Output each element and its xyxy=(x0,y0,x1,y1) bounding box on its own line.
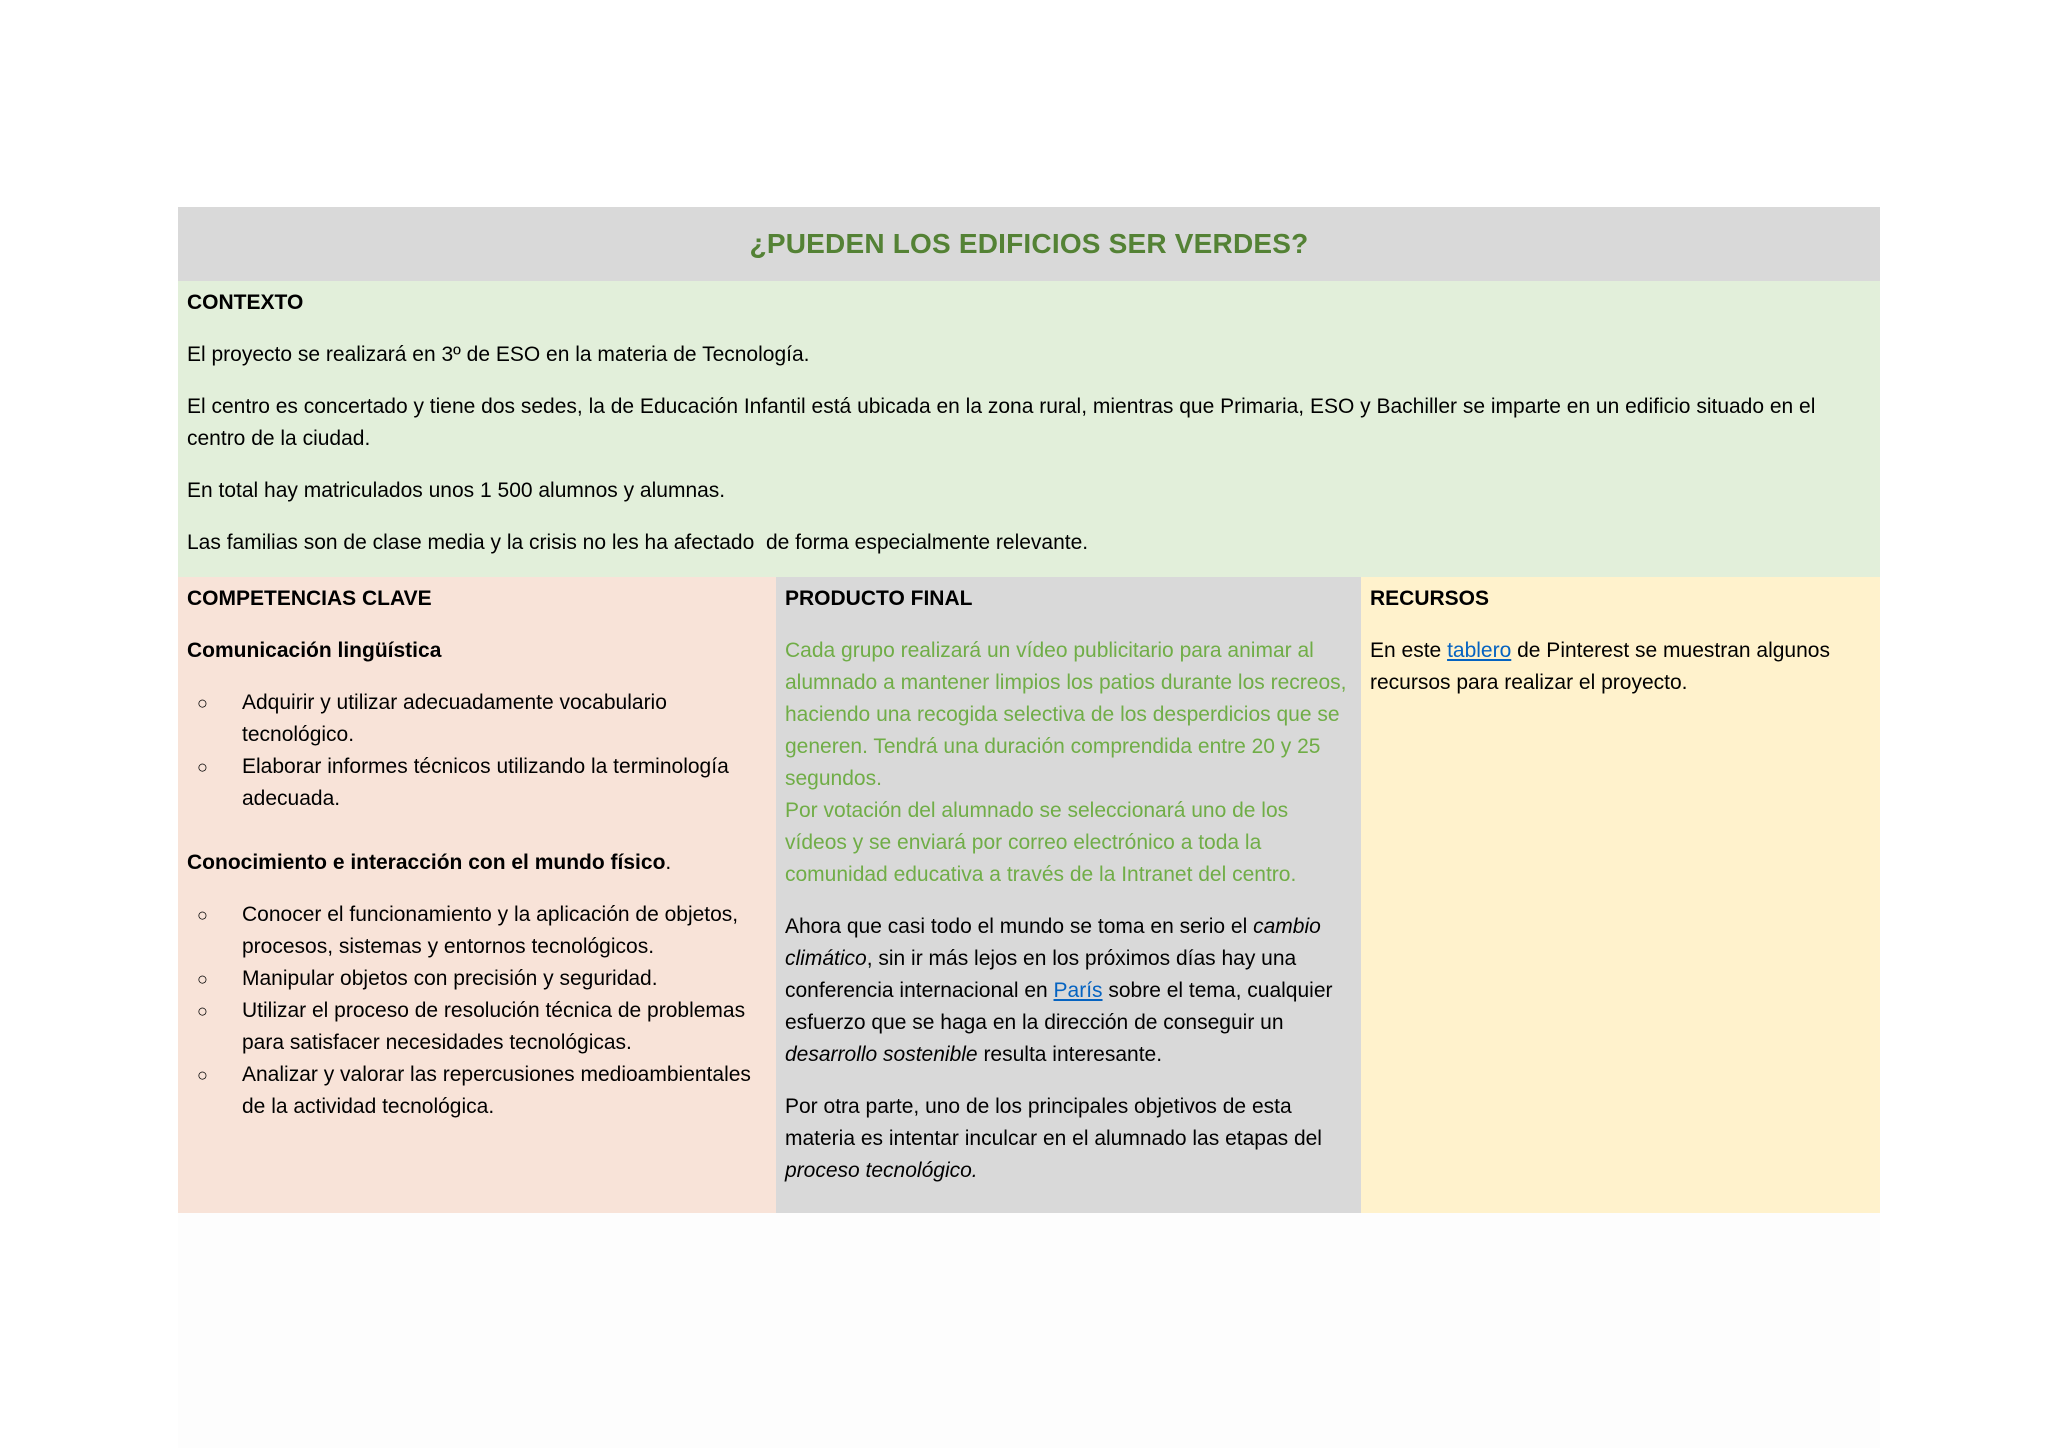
circle-bullet-icon: ○ xyxy=(197,757,208,777)
context-paragraph: El proyecto se realizará en 3º de ESO en la materia de Tecnología. xyxy=(187,343,810,366)
recursos-paragraph: En este tablero de Pinterest se muestran algunos recursos para realizar el proyecto. xyxy=(1370,639,1830,694)
list-item: ○ Elaborar informes técnicos utilizando la terminología adecuada. xyxy=(187,751,766,815)
context-heading: CONTEXTO xyxy=(187,291,304,314)
context-paragraph: En total hay matriculados unos 1 500 alumnos y alumnas. xyxy=(187,479,726,502)
circle-bullet-icon: ○ xyxy=(197,1065,208,1085)
recursos-heading: RECURSOS xyxy=(1370,587,1490,610)
circle-bullet-icon: ○ xyxy=(197,905,208,925)
producto-paragraph: Por otra parte, uno de los principales objetivos de esta materia es intentar inculcar en el alumnado las etapas del proceso tecnológico. xyxy=(785,1095,1322,1182)
title-row xyxy=(178,207,1880,281)
competence-list xyxy=(187,687,766,815)
paris-link[interactable]: París xyxy=(1053,979,1103,1002)
context-paragraph: Las familias son de clase media y la crisis no les ha afectado de forma especialmente relevante. xyxy=(187,531,1089,554)
producto-column xyxy=(776,577,1361,1213)
circle-bullet-icon: ○ xyxy=(197,1001,208,1021)
circle-bullet-icon: ○ xyxy=(197,969,208,989)
list-item: ○ Utilizar el proceso de resolución técnica de problemas para satisfacer necesidades tecnológicas. xyxy=(187,995,766,1059)
project-table xyxy=(178,207,1880,1213)
page-shade xyxy=(178,1212,1880,1448)
competencias-column xyxy=(178,577,776,1213)
list-item: ○ Manipular objetos con precisión y seguridad. xyxy=(187,963,766,995)
producto-green-paragraph: Cada grupo realizará un vídeo publicitario para animar al alumnado a mantener limpios los patios durante los recreos, haciendo una recogida selectiva de los desperdicios que se generen. Tendrá una duración comprendida entre 20 y 25 segundos. xyxy=(785,639,1347,790)
page-title: ¿PUEDEN LOS EDIFICIOS SER VERDES? xyxy=(749,228,1309,259)
list-item: ○ Adquirir y utilizar adecuadamente vocabulario tecnológico. xyxy=(187,687,766,751)
context-section xyxy=(178,281,1880,577)
competencias-heading: COMPETENCIAS CLAVE xyxy=(187,587,432,610)
producto-heading: PRODUCTO FINAL xyxy=(785,587,973,610)
context-paragraph: El centro es concertado y tiene dos sedes, la de Educación Infantil está ubicada en la zona rural, mientras que Primaria, ESO y Bachiller se imparte en un edificio situado en el centro de la ciudad. xyxy=(187,395,1816,450)
list-item: ○ Conocer el funcionamiento y la aplicación de objetos, procesos, sistemas y entornos tecnológicos. xyxy=(187,899,766,963)
producto-green-paragraph: Por votación del alumnado se seleccionará uno de los vídeos y se enviará por correo electrónico a toda la comunidad educativa a través de la Intranet del centro. xyxy=(785,799,1297,886)
recursos-column xyxy=(1361,577,1880,1213)
competence-list xyxy=(187,899,766,1123)
circle-bullet-icon: ○ xyxy=(197,693,208,713)
competence-group-title: Comunicación lingüística xyxy=(187,639,442,662)
tablero-link[interactable]: tablero xyxy=(1447,639,1512,662)
producto-paragraph: Ahora que casi todo el mundo se toma en serio el cambio climático, sin ir más lejos en los próximos días hay una conferencia internacional en París sobre el tema, cualquier esfuerzo que se haga en la dirección de conseguir un desarrollo sostenible resulta interesante. xyxy=(785,915,1333,1066)
competence-group-title: Conocimiento e interacción con el mundo físico. xyxy=(187,851,672,874)
list-item: ○ Analizar y valorar las repercusiones medioambientales de la actividad tecnológica. xyxy=(187,1059,766,1123)
